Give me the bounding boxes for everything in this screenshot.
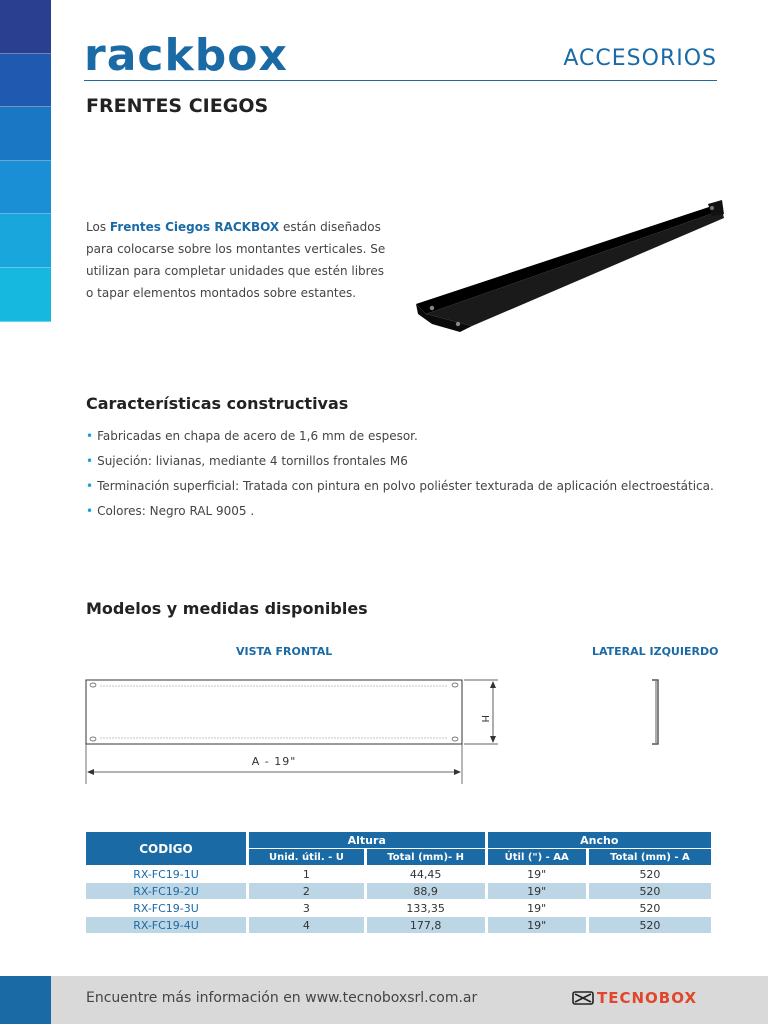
- strip-block: [0, 161, 51, 215]
- bullet-icon: •: [86, 479, 94, 493]
- width-dimension-label: A - 19": [251, 755, 297, 768]
- table-cell-code: RX-FC19-3U: [133, 901, 199, 915]
- strip-block: [0, 0, 51, 54]
- table-cell: 19": [527, 867, 547, 881]
- logo-text: rackbox: [84, 34, 288, 78]
- strip-block: [0, 214, 51, 268]
- table-cell: 19": [527, 901, 547, 915]
- bullet-icon: •: [86, 504, 94, 518]
- table-row: [86, 900, 711, 916]
- list-item-text: Terminación superficial: Tratada con pintura en polvo poliéster texturada de aplicación electroestática.: [97, 479, 714, 493]
- list-item: [86, 451, 714, 476]
- characteristics-list: [86, 426, 714, 526]
- list-item: [86, 501, 714, 526]
- intro-before: Los: [86, 220, 110, 234]
- list-item: [86, 476, 714, 501]
- table-cell: 520: [639, 901, 661, 915]
- characteristics-heading: Características constructivas: [86, 394, 349, 413]
- tecnobox-brand-text: TECNOBOX: [597, 989, 698, 1007]
- list-item: [86, 426, 714, 451]
- table-cell: 520: [639, 867, 661, 881]
- models-table: [83, 831, 714, 934]
- table-subheader: Total (mm)- H: [367, 849, 485, 865]
- table-cell: 133,35: [406, 901, 445, 915]
- blank-panel-product-image: [412, 196, 724, 336]
- list-item-text: Colores: Negro RAL 9005 .: [97, 504, 255, 518]
- list-item-text: Fabricadas en chapa de acero de 1,6 mm de espesor.: [97, 429, 418, 443]
- table-subheader: Útil (") - AA: [488, 849, 586, 865]
- table-row: [86, 883, 711, 899]
- table-subheader: Total (mm) - A: [589, 849, 711, 865]
- table-header-ancho: Ancho: [488, 832, 711, 848]
- rackbox-logo: [84, 34, 332, 78]
- side-view-drawing: [646, 678, 666, 748]
- section-title: ACCESORIOS: [563, 46, 717, 71]
- table-row: [86, 866, 711, 882]
- table-cell-code: RX-FC19-2U: [86, 883, 246, 899]
- strip-block: [0, 54, 51, 108]
- intro-highlight: Frentes Ciegos RACKBOX: [109, 220, 280, 234]
- side-view-label: LATERAL IZQUIERDO: [592, 645, 719, 658]
- table-cell: 3: [302, 901, 310, 915]
- table-cell-code: RX-FC19-1U: [133, 867, 199, 881]
- bullet-icon: •: [86, 454, 94, 468]
- strip-block: [0, 107, 51, 161]
- footer-accent-block: [0, 976, 51, 1024]
- table-subheader: Unid. útil. - U: [249, 849, 364, 865]
- bullet-icon: •: [86, 429, 94, 443]
- models-heading: Modelos y medidas disponibles: [86, 599, 368, 618]
- footer-website-text: Encuentre más información en www.tecnoboxsrl.com.ar: [86, 990, 478, 1006]
- page-title: FRENTES CIEGOS: [86, 95, 269, 117]
- table-header-altura: Altura: [249, 832, 485, 848]
- table-header-codigo: CODIGO: [86, 832, 246, 865]
- table-cell: 1: [302, 867, 310, 881]
- intro-paragraph: [86, 216, 388, 304]
- list-item-text: Sujeción: livianas, mediante 4 tornillos frontales M6: [97, 454, 408, 468]
- table-cell: 520: [589, 917, 711, 933]
- table-cell: 44,45: [409, 867, 442, 881]
- front-view-label: VISTA FRONTAL: [236, 645, 333, 658]
- table-cell: 19": [488, 917, 586, 933]
- table-cell: 88,9: [367, 883, 485, 899]
- table-cell: 177,8: [367, 917, 485, 933]
- table-row: [86, 917, 711, 933]
- height-dimension-label: H: [479, 715, 490, 723]
- tecnobox-logo: [572, 988, 697, 1008]
- table-cell: 520: [589, 883, 711, 899]
- front-view-drawing: [84, 676, 504, 786]
- table-cell-code: RX-FC19-4U: [86, 917, 246, 933]
- header-divider: [84, 80, 717, 81]
- table-cell: 4: [249, 917, 364, 933]
- decorative-color-strip: [0, 0, 51, 322]
- tecnobox-icon: [572, 991, 594, 1005]
- intro-after: están diseñados para colocarse sobre los montantes verticales. Se utilizan para completar unidades que estén libres o tapar elementos montados sobre estantes.: [86, 220, 386, 300]
- table-cell: 19": [488, 883, 586, 899]
- table-cell: 2: [249, 883, 364, 899]
- strip-block: [0, 268, 51, 322]
